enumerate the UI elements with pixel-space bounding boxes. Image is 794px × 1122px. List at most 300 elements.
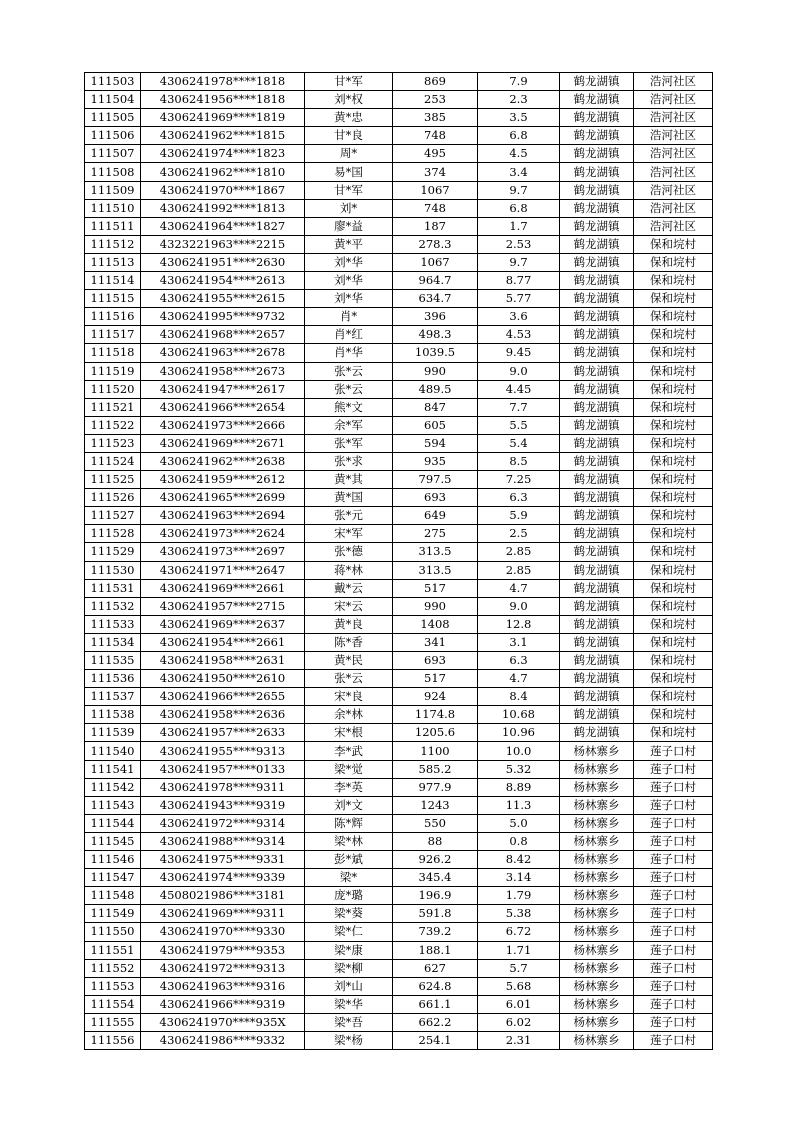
name-cell: 熊*文	[305, 398, 393, 416]
table-row	[85, 851, 713, 869]
village-cell: 莲子口村	[634, 887, 713, 905]
village-cell: 莲子口村	[634, 923, 713, 941]
id-number-cell: 4306241966****9319	[141, 995, 305, 1013]
township-cell: 鹤龙湖镇	[560, 579, 634, 597]
township-cell: 鹤龙湖镇	[560, 217, 634, 235]
table-row	[85, 127, 713, 145]
village-cell: 保和垸村	[634, 344, 713, 362]
amount-cell: 498.3	[393, 326, 478, 344]
table-row	[85, 706, 713, 724]
quantity-cell: 8.89	[478, 778, 560, 796]
table-row	[85, 290, 713, 308]
row-number-cell: 111541	[85, 760, 141, 778]
id-number-cell: 4306241969****2671	[141, 434, 305, 452]
name-cell: 梁*葵	[305, 905, 393, 923]
id-number-cell: 4306241962****1810	[141, 163, 305, 181]
quantity-cell: 9.45	[478, 344, 560, 362]
id-number-cell: 4306241963****2678	[141, 344, 305, 362]
quantity-cell: 6.8	[478, 199, 560, 217]
name-cell: 黄*平	[305, 235, 393, 253]
quantity-cell: 10.0	[478, 742, 560, 760]
id-number-cell: 4306241962****2638	[141, 452, 305, 470]
name-cell: 黄*民	[305, 652, 393, 670]
village-cell: 保和垸村	[634, 308, 713, 326]
quantity-cell: 2.31	[478, 1031, 560, 1049]
amount-cell: 977.9	[393, 778, 478, 796]
name-cell: 余*林	[305, 706, 393, 724]
quantity-cell: 4.7	[478, 579, 560, 597]
village-cell: 浩河社区	[634, 181, 713, 199]
name-cell: 肖*华	[305, 344, 393, 362]
row-number-cell: 111554	[85, 995, 141, 1013]
row-number-cell: 111553	[85, 977, 141, 995]
id-number-cell: 4306241978****9311	[141, 778, 305, 796]
amount-cell: 1067	[393, 181, 478, 199]
row-number-cell: 111549	[85, 905, 141, 923]
village-cell: 莲子口村	[634, 995, 713, 1013]
amount-cell: 187	[393, 217, 478, 235]
id-number-cell: 4306241969****2637	[141, 615, 305, 633]
quantity-cell: 1.71	[478, 941, 560, 959]
row-number-cell: 111551	[85, 941, 141, 959]
row-number-cell: 111555	[85, 1013, 141, 1031]
amount-cell: 253	[393, 91, 478, 109]
amount-cell: 935	[393, 452, 478, 470]
quantity-cell: 7.9	[478, 73, 560, 91]
township-cell: 杨林寨乡	[560, 742, 634, 760]
id-number-cell: 4306241954****2661	[141, 633, 305, 651]
village-cell: 保和垸村	[634, 688, 713, 706]
table-row	[85, 923, 713, 941]
township-cell: 鹤龙湖镇	[560, 597, 634, 615]
village-cell: 保和垸村	[634, 525, 713, 543]
row-number-cell: 111532	[85, 597, 141, 615]
name-cell: 张*军	[305, 434, 393, 452]
table-row	[85, 887, 713, 905]
township-cell: 鹤龙湖镇	[560, 561, 634, 579]
township-cell: 鹤龙湖镇	[560, 633, 634, 651]
amount-cell: 489.5	[393, 380, 478, 398]
row-number-cell: 111517	[85, 326, 141, 344]
quantity-cell: 3.14	[478, 869, 560, 887]
id-number-cell: 4306241955****2615	[141, 290, 305, 308]
table-row	[85, 670, 713, 688]
quantity-cell: 7.7	[478, 398, 560, 416]
amount-cell: 278.3	[393, 235, 478, 253]
row-number-cell: 111552	[85, 959, 141, 977]
quantity-cell: 9.7	[478, 181, 560, 199]
table-row	[85, 507, 713, 525]
township-cell: 鹤龙湖镇	[560, 181, 634, 199]
amount-cell: 797.5	[393, 471, 478, 489]
row-number-cell: 111521	[85, 398, 141, 416]
row-number-cell: 111515	[85, 290, 141, 308]
township-cell: 鹤龙湖镇	[560, 471, 634, 489]
table-row	[85, 344, 713, 362]
id-number-cell: 4306241963****2694	[141, 507, 305, 525]
name-cell: 梁*柳	[305, 959, 393, 977]
id-number-cell: 4306241988****9314	[141, 832, 305, 850]
name-cell: 甘*军	[305, 181, 393, 199]
id-number-cell: 4306241957****2715	[141, 597, 305, 615]
name-cell: 宋*根	[305, 724, 393, 742]
village-cell: 浩河社区	[634, 163, 713, 181]
amount-cell: 1243	[393, 796, 478, 814]
name-cell: 李*英	[305, 778, 393, 796]
row-number-cell: 111507	[85, 145, 141, 163]
table-row	[85, 652, 713, 670]
village-cell: 保和垸村	[634, 579, 713, 597]
township-cell: 杨林寨乡	[560, 887, 634, 905]
row-number-cell: 111506	[85, 127, 141, 145]
id-number-cell: 4306241958****2673	[141, 362, 305, 380]
quantity-cell: 3.5	[478, 109, 560, 127]
table-row	[85, 561, 713, 579]
id-number-cell: 4306241973****2697	[141, 543, 305, 561]
id-number-cell: 4306241995****9732	[141, 308, 305, 326]
amount-cell: 313.5	[393, 543, 478, 561]
row-number-cell: 111547	[85, 869, 141, 887]
township-cell: 鹤龙湖镇	[560, 688, 634, 706]
township-cell: 鹤龙湖镇	[560, 127, 634, 145]
township-cell: 鹤龙湖镇	[560, 163, 634, 181]
amount-cell: 396	[393, 308, 478, 326]
row-number-cell: 111523	[85, 434, 141, 452]
amount-cell: 385	[393, 109, 478, 127]
township-cell: 杨林寨乡	[560, 1013, 634, 1031]
row-number-cell: 111505	[85, 109, 141, 127]
name-cell: 张*求	[305, 452, 393, 470]
amount-cell: 345.4	[393, 869, 478, 887]
row-number-cell: 111528	[85, 525, 141, 543]
township-cell: 鹤龙湖镇	[560, 434, 634, 452]
id-number-cell: 4306241975****9331	[141, 851, 305, 869]
table-row	[85, 163, 713, 181]
row-number-cell: 111537	[85, 688, 141, 706]
name-cell: 李*武	[305, 742, 393, 760]
id-number-cell: 4508021986****3181	[141, 887, 305, 905]
village-cell: 保和垸村	[634, 380, 713, 398]
table-row	[85, 995, 713, 1013]
name-cell: 陈*辉	[305, 814, 393, 832]
township-cell: 鹤龙湖镇	[560, 199, 634, 217]
amount-cell: 661.1	[393, 995, 478, 1013]
quantity-cell: 9.7	[478, 253, 560, 271]
name-cell: 庞*璐	[305, 887, 393, 905]
name-cell: 梁*	[305, 869, 393, 887]
amount-cell: 196.9	[393, 887, 478, 905]
row-number-cell: 111531	[85, 579, 141, 597]
name-cell: 肖*红	[305, 326, 393, 344]
quantity-cell: 11.3	[478, 796, 560, 814]
row-number-cell: 111519	[85, 362, 141, 380]
quantity-cell: 5.32	[478, 760, 560, 778]
quantity-cell: 5.4	[478, 434, 560, 452]
name-cell: 宋*云	[305, 597, 393, 615]
row-number-cell: 111538	[85, 706, 141, 724]
amount-cell: 847	[393, 398, 478, 416]
row-number-cell: 111546	[85, 851, 141, 869]
name-cell: 梁*仁	[305, 923, 393, 941]
village-cell: 莲子口村	[634, 959, 713, 977]
amount-cell: 275	[393, 525, 478, 543]
name-cell: 宋*良	[305, 688, 393, 706]
id-number-cell: 4306241973****2624	[141, 525, 305, 543]
amount-cell: 964.7	[393, 272, 478, 290]
amount-cell: 550	[393, 814, 478, 832]
table-row	[85, 579, 713, 597]
table-row	[85, 471, 713, 489]
quantity-cell: 3.6	[478, 308, 560, 326]
id-number-cell: 4306241974****1823	[141, 145, 305, 163]
amount-cell: 605	[393, 416, 478, 434]
village-cell: 莲子口村	[634, 905, 713, 923]
quantity-cell: 10.96	[478, 724, 560, 742]
quantity-cell: 6.3	[478, 652, 560, 670]
table-row	[85, 760, 713, 778]
amount-cell: 627	[393, 959, 478, 977]
village-cell: 保和垸村	[634, 633, 713, 651]
id-number-cell: 4306241955****9313	[141, 742, 305, 760]
name-cell: 刘*	[305, 199, 393, 217]
name-cell: 张*云	[305, 670, 393, 688]
row-number-cell: 111540	[85, 742, 141, 760]
township-cell: 鹤龙湖镇	[560, 235, 634, 253]
quantity-cell: 0.8	[478, 832, 560, 850]
village-cell: 保和垸村	[634, 706, 713, 724]
village-cell: 莲子口村	[634, 977, 713, 995]
name-cell: 刘*华	[305, 272, 393, 290]
id-number-cell: 4306241951****2630	[141, 253, 305, 271]
village-cell: 保和垸村	[634, 235, 713, 253]
name-cell: 张*云	[305, 362, 393, 380]
row-number-cell: 111526	[85, 489, 141, 507]
id-number-cell: 4323221963****2215	[141, 235, 305, 253]
amount-cell: 748	[393, 127, 478, 145]
name-cell: 刘*文	[305, 796, 393, 814]
village-cell: 莲子口村	[634, 796, 713, 814]
village-cell: 保和垸村	[634, 670, 713, 688]
township-cell: 杨林寨乡	[560, 851, 634, 869]
amount-cell: 594	[393, 434, 478, 452]
village-cell: 莲子口村	[634, 1031, 713, 1049]
name-cell: 廖*益	[305, 217, 393, 235]
name-cell: 刘*权	[305, 91, 393, 109]
township-cell: 鹤龙湖镇	[560, 109, 634, 127]
id-number-cell: 4306241970****1867	[141, 181, 305, 199]
table-row	[85, 489, 713, 507]
village-cell: 保和垸村	[634, 362, 713, 380]
quantity-cell: 7.25	[478, 471, 560, 489]
amount-cell: 624.8	[393, 977, 478, 995]
table-row	[85, 434, 713, 452]
id-number-cell: 4306241978****1818	[141, 73, 305, 91]
amount-cell: 748	[393, 199, 478, 217]
township-cell: 鹤龙湖镇	[560, 652, 634, 670]
table-row	[85, 633, 713, 651]
quantity-cell: 3.4	[478, 163, 560, 181]
quantity-cell: 8.77	[478, 272, 560, 290]
village-cell: 浩河社区	[634, 91, 713, 109]
id-number-cell: 4306241966****2654	[141, 398, 305, 416]
quantity-cell: 9.0	[478, 597, 560, 615]
row-number-cell: 111514	[85, 272, 141, 290]
name-cell: 肖*	[305, 308, 393, 326]
quantity-cell: 5.9	[478, 507, 560, 525]
table-row	[85, 814, 713, 832]
quantity-cell: 6.3	[478, 489, 560, 507]
id-number-cell: 4306241972****9314	[141, 814, 305, 832]
township-cell: 鹤龙湖镇	[560, 290, 634, 308]
village-cell: 保和垸村	[634, 489, 713, 507]
table-row	[85, 199, 713, 217]
village-cell: 保和垸村	[634, 272, 713, 290]
township-cell: 杨林寨乡	[560, 796, 634, 814]
quantity-cell: 2.3	[478, 91, 560, 109]
village-cell: 莲子口村	[634, 778, 713, 796]
quantity-cell: 4.7	[478, 670, 560, 688]
township-cell: 鹤龙湖镇	[560, 145, 634, 163]
name-cell: 梁*康	[305, 941, 393, 959]
name-cell: 彭*斌	[305, 851, 393, 869]
row-number-cell: 111543	[85, 796, 141, 814]
name-cell: 刘*山	[305, 977, 393, 995]
township-cell: 杨林寨乡	[560, 995, 634, 1013]
table-row	[85, 326, 713, 344]
table-row	[85, 181, 713, 199]
amount-cell: 517	[393, 579, 478, 597]
quantity-cell: 4.45	[478, 380, 560, 398]
row-number-cell: 111508	[85, 163, 141, 181]
name-cell: 黄*良	[305, 615, 393, 633]
quantity-cell: 5.68	[478, 977, 560, 995]
village-cell: 保和垸村	[634, 290, 713, 308]
table-row	[85, 796, 713, 814]
row-number-cell: 111527	[85, 507, 141, 525]
quantity-cell: 8.42	[478, 851, 560, 869]
table-row	[85, 1013, 713, 1031]
quantity-cell: 9.0	[478, 362, 560, 380]
amount-cell: 869	[393, 73, 478, 91]
id-number-cell: 4306241965****2699	[141, 489, 305, 507]
id-number-cell: 4306241970****9330	[141, 923, 305, 941]
id-number-cell: 4306241979****9353	[141, 941, 305, 959]
township-cell: 杨林寨乡	[560, 923, 634, 941]
name-cell: 梁*吾	[305, 1013, 393, 1031]
township-cell: 鹤龙湖镇	[560, 489, 634, 507]
id-number-cell: 4306241971****2647	[141, 561, 305, 579]
township-cell: 杨林寨乡	[560, 778, 634, 796]
table-row	[85, 778, 713, 796]
name-cell: 张*元	[305, 507, 393, 525]
name-cell: 刘*华	[305, 290, 393, 308]
township-cell: 鹤龙湖镇	[560, 308, 634, 326]
township-cell: 鹤龙湖镇	[560, 272, 634, 290]
row-number-cell: 111536	[85, 670, 141, 688]
row-number-cell: 111550	[85, 923, 141, 941]
table-row	[85, 416, 713, 434]
village-cell: 保和垸村	[634, 471, 713, 489]
village-cell: 保和垸村	[634, 543, 713, 561]
id-number-cell: 4306241986****9332	[141, 1031, 305, 1049]
name-cell: 张*云	[305, 380, 393, 398]
amount-cell: 188.1	[393, 941, 478, 959]
quantity-cell: 1.7	[478, 217, 560, 235]
quantity-cell: 6.02	[478, 1013, 560, 1031]
id-number-cell: 4306241969****1819	[141, 109, 305, 127]
township-cell: 杨林寨乡	[560, 905, 634, 923]
table-row	[85, 959, 713, 977]
amount-cell: 341	[393, 633, 478, 651]
village-cell: 莲子口村	[634, 832, 713, 850]
township-cell: 鹤龙湖镇	[560, 398, 634, 416]
amount-cell: 374	[393, 163, 478, 181]
quantity-cell: 6.72	[478, 923, 560, 941]
name-cell: 梁*林	[305, 832, 393, 850]
quantity-cell: 2.53	[478, 235, 560, 253]
quantity-cell: 2.85	[478, 561, 560, 579]
table-row	[85, 724, 713, 742]
amount-cell: 634.7	[393, 290, 478, 308]
row-number-cell: 111511	[85, 217, 141, 235]
table-row	[85, 742, 713, 760]
quantity-cell: 4.53	[478, 326, 560, 344]
row-number-cell: 111524	[85, 452, 141, 470]
amount-cell: 585.2	[393, 760, 478, 778]
table-row	[85, 597, 713, 615]
village-cell: 浩河社区	[634, 73, 713, 91]
row-number-cell: 111535	[85, 652, 141, 670]
name-cell: 易*国	[305, 163, 393, 181]
table-row	[85, 869, 713, 887]
quantity-cell: 5.0	[478, 814, 560, 832]
name-cell: 周*	[305, 145, 393, 163]
village-cell: 保和垸村	[634, 615, 713, 633]
name-cell: 梁*华	[305, 995, 393, 1013]
name-cell: 宋*军	[305, 525, 393, 543]
amount-cell: 1205.6	[393, 724, 478, 742]
id-number-cell: 4306241958****2636	[141, 706, 305, 724]
quantity-cell: 8.5	[478, 452, 560, 470]
table-row	[85, 91, 713, 109]
township-cell: 鹤龙湖镇	[560, 380, 634, 398]
amount-cell: 693	[393, 652, 478, 670]
amount-cell: 313.5	[393, 561, 478, 579]
table-row	[85, 109, 713, 127]
id-number-cell: 4306241973****2666	[141, 416, 305, 434]
table-row	[85, 452, 713, 470]
table-row	[85, 235, 713, 253]
id-number-cell: 4306241969****2661	[141, 579, 305, 597]
table-body	[85, 73, 713, 1050]
table-row	[85, 905, 713, 923]
row-number-cell: 111529	[85, 543, 141, 561]
id-number-cell: 4306241964****1827	[141, 217, 305, 235]
id-number-cell: 4306241943****9319	[141, 796, 305, 814]
township-cell: 鹤龙湖镇	[560, 670, 634, 688]
row-number-cell: 111522	[85, 416, 141, 434]
village-cell: 莲子口村	[634, 941, 713, 959]
township-cell: 鹤龙湖镇	[560, 73, 634, 91]
amount-cell: 649	[393, 507, 478, 525]
amount-cell: 990	[393, 597, 478, 615]
id-number-cell: 4306241974****9339	[141, 869, 305, 887]
name-cell: 余*军	[305, 416, 393, 434]
name-cell: 黄*忠	[305, 109, 393, 127]
township-cell: 鹤龙湖镇	[560, 91, 634, 109]
quantity-cell: 5.77	[478, 290, 560, 308]
amount-cell: 990	[393, 362, 478, 380]
